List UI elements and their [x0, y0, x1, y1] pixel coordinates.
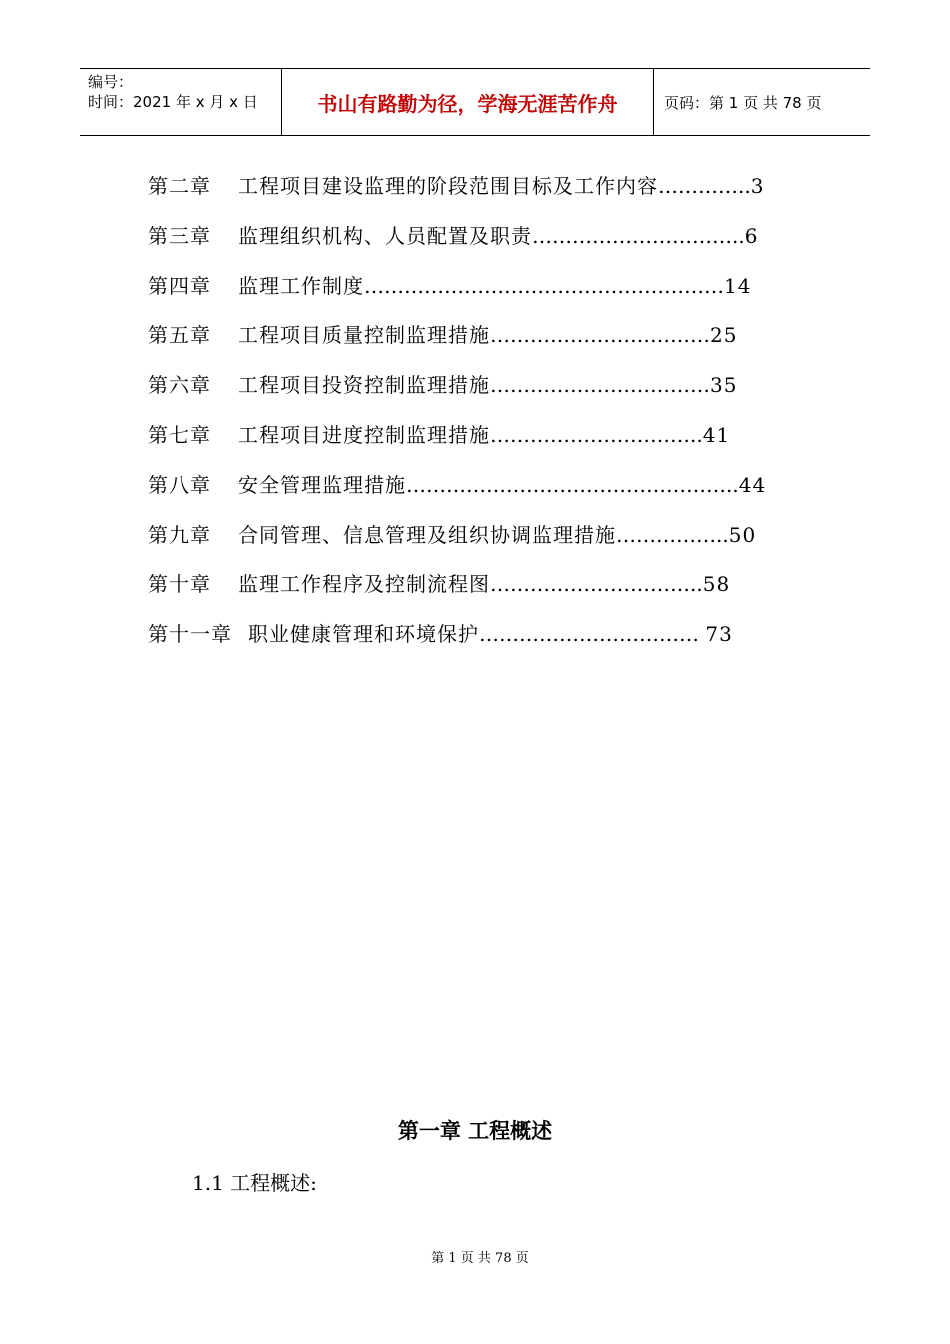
toc-dot-leader: ……………………………	[490, 323, 710, 348]
toc-entry[interactable]	[148, 168, 808, 204]
header-meta-cell	[80, 69, 282, 135]
toc-entry[interactable]	[148, 317, 808, 353]
toc-entry[interactable]	[148, 417, 808, 453]
toc-chapter-number: 第七章	[148, 423, 211, 447]
toc-page-number: 58	[702, 572, 731, 597]
toc-dot-leader: ………………………………………………	[364, 273, 724, 298]
toc-chapter-number: 第四章	[148, 273, 211, 298]
document-number-label: 编号：	[88, 73, 134, 91]
toc-dot-leader: …………………………..	[490, 423, 703, 447]
toc-chapter-number: 第六章	[148, 373, 211, 398]
toc-page-number: 50	[728, 522, 757, 547]
toc-page-number: 35	[710, 373, 738, 398]
toc-page-number: 14	[724, 273, 752, 298]
toc-page-number: 6	[744, 223, 759, 248]
toc-dot-leader: …………………………..	[532, 223, 745, 248]
toc-chapter-number: 第五章	[148, 323, 211, 348]
footer-page-number: 第 1 页 共 78 页	[431, 1251, 529, 1266]
toc-chapter-title: 监理工作制度	[238, 273, 364, 298]
toc-dot-leader: …………………………..	[490, 572, 703, 597]
header-motto: 书山有路勤为径，学海无涯苦作舟	[317, 91, 618, 116]
toc-chapter-title: 职业健康管理和环境保护	[248, 622, 479, 647]
header-page-cell	[654, 69, 870, 135]
toc-chapter-title: 合同管理、信息管理及组织协调监理措施	[238, 522, 616, 547]
toc-entry[interactable]	[148, 467, 808, 503]
toc-chapter-number: 第三章	[148, 223, 211, 248]
toc-entry[interactable]	[148, 268, 808, 304]
toc-chapter-number: 第八章	[148, 472, 211, 497]
toc-page-number: 44	[738, 472, 767, 497]
toc-entry[interactable]	[148, 566, 808, 602]
toc-chapter-title: 工程项目建设监理的阶段范围目标及工作内容	[238, 174, 658, 198]
toc-chapter-title: 监理组织机构、人员配置及职责	[238, 223, 532, 248]
page-header	[80, 68, 870, 136]
toc-chapter-number: 第九章	[148, 522, 211, 547]
toc-chapter-number: 第十章	[148, 572, 211, 597]
toc-dot-leader: …………..	[658, 174, 751, 198]
page-footer	[0, 1247, 950, 1266]
toc-page-number: 41	[702, 423, 731, 447]
toc-page-number: 25	[710, 323, 738, 348]
toc-chapter-title: 工程项目质量控制监理措施	[238, 323, 490, 348]
toc-chapter-number: 第二章	[148, 174, 211, 198]
toc-page-number: 73	[705, 622, 733, 647]
toc-dot-leader: …………………………………………..	[406, 472, 739, 497]
toc-chapter-title: 工程项目进度控制监理措施	[238, 423, 490, 447]
toc-entry[interactable]	[148, 517, 808, 553]
document-date-label: 时间：2021 年 x 月 x 日	[88, 93, 258, 111]
toc-chapter-title: 工程项目投资控制监理措施	[238, 373, 490, 398]
header-motto-cell	[282, 69, 654, 135]
toc-chapter-title: 监理工作程序及控制流程图	[238, 572, 490, 597]
toc-chapter-number: 第十一章	[148, 622, 232, 647]
header-page-code: 页码：第 1 页 共 78 页	[664, 93, 822, 112]
toc-dot-leader: ……………………………	[490, 373, 710, 398]
toc-entry[interactable]	[148, 616, 808, 652]
toc-entry[interactable]	[148, 367, 808, 403]
toc-dot-leader: ……………………………	[479, 622, 706, 647]
toc-entry[interactable]	[148, 218, 808, 254]
toc-chapter-title: 安全管理监理措施	[238, 472, 406, 497]
toc-page-number: 3	[750, 174, 765, 198]
chapter-heading: 第一章 工程概述	[397, 1119, 553, 1143]
toc-dot-leader: ……………..	[616, 522, 729, 547]
section-heading: 1.1 工程概述:	[192, 1171, 317, 1195]
